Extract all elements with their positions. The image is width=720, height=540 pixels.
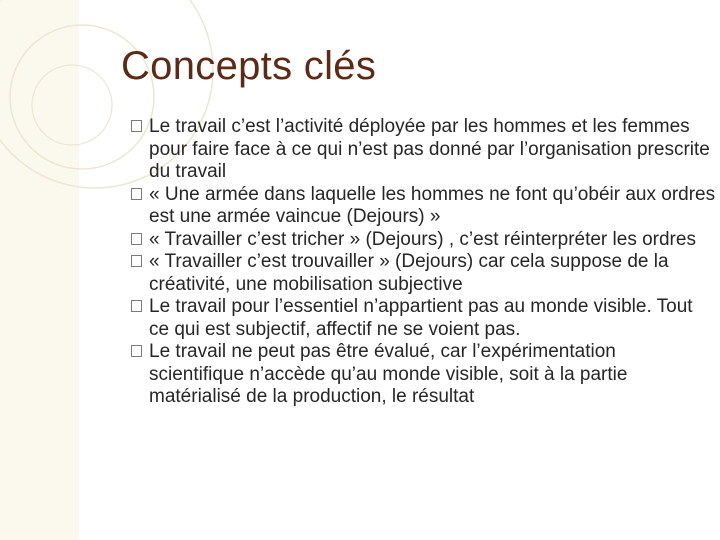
- square-bullet-icon: [131, 188, 142, 200]
- bullet-item: [131, 229, 716, 252]
- bullet-item: [131, 116, 716, 184]
- bullet-item: [131, 341, 716, 409]
- square-bullet-icon: [131, 233, 142, 245]
- slide-title: Concepts clés: [121, 44, 377, 88]
- bullet-item: [131, 296, 716, 341]
- bullet-text: « Une armée dans laquelle les hommes ne font qu’obéir aux ordres est une armée vaincue (Dejours) »: [149, 183, 716, 227]
- bullet-text: Le travail ne peut pas être évalué, car l’expérimentation scientifique n’accède qu’au monde visible, soit à la partie matérialisé de la production, le résultat: [149, 341, 628, 407]
- square-bullet-icon: [131, 255, 142, 267]
- bullet-item: [131, 184, 716, 229]
- bullet-text: Le travail c’est l’activité déployée par les hommes et les femmes pour faire face à ce qui n’est pas donné par l’organisation prescrite du travail: [149, 116, 710, 182]
- square-bullet-icon: [131, 345, 142, 357]
- square-bullet-icon: [131, 300, 142, 312]
- bullet-item: [131, 251, 716, 296]
- bullet-list: [131, 116, 716, 409]
- bullet-text: « Travailler c’est trouvailler » (Dejours) car cela suppose de la créativité, une mobilisation subjective: [149, 251, 669, 295]
- square-bullet-icon: [131, 120, 142, 132]
- bullet-text: Le travail pour l’essentiel n’appartient pas au monde visible. Tout ce qui est subjectif, affectif ne se voient pas.: [149, 296, 693, 340]
- decor-circle-small: [32, 65, 112, 145]
- bullet-text: « Travailler c’est tricher » (Dejours) , c’est réinterpréter les ordres: [149, 228, 696, 250]
